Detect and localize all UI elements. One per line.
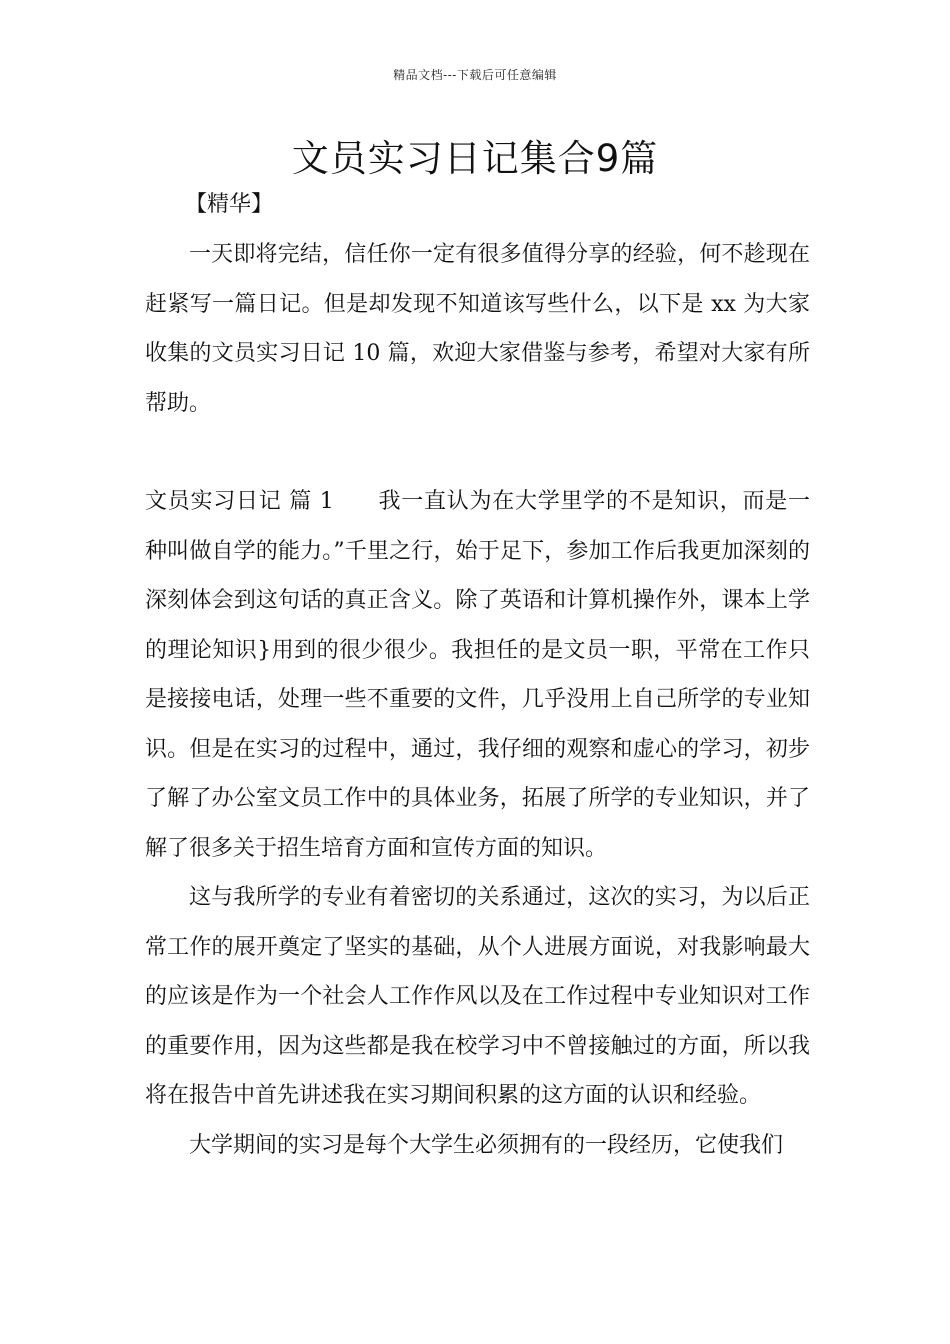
paragraph-2: 这与我所学的专业有着密切的关系通过，这次的实习，为以后正常工作的展开奠定了坚实的基础，从个人进展方面说，对我影响最大的应该是作为一个社会人工作作风以及在工作过程中专业知识对工作的重要作用，因为这些都是我在校学习中不曾接触过的方面，所以我将在报告中首先讲述我在实习期间积累的这方面的认识和经验。 bbox=[145, 885, 810, 1108]
document-subtitle: 【精华】 bbox=[185, 192, 274, 217]
paragraph-1-text: 我一直认为在大学里学的不是知识，而是一种叫做自学的能力。”千里之行，始于足下，参加工作后我更加深刻的深刻体会到这句话的真正含义。除了英语和计算机操作外，课本上学的理论知识}用到的很少很少。我担任的是文员一职，平常在工作只是接接电话，处理一些不重要的文件，几乎没用上自己所学的专业知识。但是在实习的过程中，通过，我仔细的观察和虚心的学习，初步了解了办公室文员工作中的具体业务，拓展了所学的专业知识，并了解了很多关于招生培育方面和宣传方面的知识。 bbox=[145, 489, 810, 861]
document-title: 文员实习日记集合9篇 bbox=[291, 137, 659, 180]
entry-first-paragraph bbox=[145, 477, 810, 873]
paragraph-3: 大学期间的实习是每个大学生必须拥有的一段经历，它使我们 bbox=[189, 1132, 784, 1158]
header-note: 精品文档---下载后可任意编辑 bbox=[393, 68, 557, 82]
entry-heading: 文员实习日记 篇 1 bbox=[145, 489, 334, 514]
intro-section bbox=[145, 230, 810, 428]
intro-paragraph: 一天即将完结，信任你一定有很多值得分享的经验，何不趁现在赶紧写一篇日记。但是却发现不知道该写些什么，以下是 xx 为大家收集的文员实习日记 10 篇，欢迎大家借鉴与参考，希望对大家有所帮助。 bbox=[145, 242, 810, 416]
diary-entry-1 bbox=[145, 477, 810, 1170]
